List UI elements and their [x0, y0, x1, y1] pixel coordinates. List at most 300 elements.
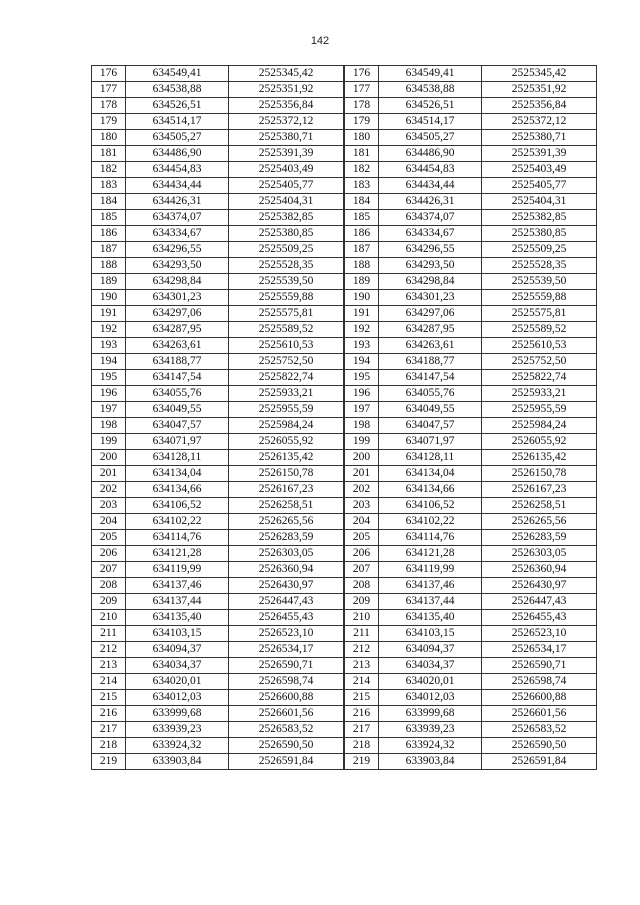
- table-row: [92, 338, 344, 354]
- y-coordinate-cell: 2525575,81: [482, 306, 597, 322]
- y-coordinate-cell: 2525559,88: [229, 290, 344, 306]
- point-number-cell: 216: [92, 706, 126, 722]
- x-coordinate-cell: 634114,76: [126, 530, 229, 546]
- point-number-cell: 182: [92, 162, 126, 178]
- point-number-cell: 188: [92, 258, 126, 274]
- point-number-cell: 189: [345, 274, 379, 290]
- point-number-cell: 202: [345, 482, 379, 498]
- point-number-cell: 186: [92, 226, 126, 242]
- table-row: [92, 722, 344, 738]
- table-row: [345, 658, 597, 674]
- coordinates-table-left-body: [92, 66, 344, 770]
- table-row: [345, 66, 597, 82]
- point-number-cell: 182: [345, 162, 379, 178]
- table-row: [345, 258, 597, 274]
- table-row: [92, 226, 344, 242]
- x-coordinate-cell: 634287,95: [379, 322, 482, 338]
- y-coordinate-cell: 2525955,59: [482, 402, 597, 418]
- point-number-cell: 197: [92, 402, 126, 418]
- x-coordinate-cell: 634188,77: [126, 354, 229, 370]
- point-number-cell: 215: [345, 690, 379, 706]
- point-number-cell: 190: [92, 290, 126, 306]
- table-row: [345, 98, 597, 114]
- y-coordinate-cell: 2526534,17: [482, 642, 597, 658]
- y-coordinate-cell: 2526265,56: [229, 514, 344, 530]
- x-coordinate-cell: 634549,41: [126, 66, 229, 82]
- y-coordinate-cell: 2525382,85: [482, 210, 597, 226]
- x-coordinate-cell: 634128,11: [126, 450, 229, 466]
- y-coordinate-cell: 2526590,50: [482, 738, 597, 754]
- table-row: [92, 434, 344, 450]
- point-number-cell: 189: [92, 274, 126, 290]
- x-coordinate-cell: 634134,04: [379, 466, 482, 482]
- table-row: [345, 82, 597, 98]
- x-coordinate-cell: 634434,44: [126, 178, 229, 194]
- point-number-cell: 215: [92, 690, 126, 706]
- point-number-cell: 214: [345, 674, 379, 690]
- x-coordinate-cell: 634055,76: [379, 386, 482, 402]
- x-coordinate-cell: 634334,67: [126, 226, 229, 242]
- y-coordinate-cell: 2526591,84: [482, 754, 597, 770]
- table-row: [345, 370, 597, 386]
- table-row: [92, 114, 344, 130]
- table-row: [92, 354, 344, 370]
- table-row: [92, 274, 344, 290]
- point-number-cell: 213: [92, 658, 126, 674]
- table-row: [92, 706, 344, 722]
- y-coordinate-cell: 2525380,85: [482, 226, 597, 242]
- x-coordinate-cell: 633939,23: [379, 722, 482, 738]
- x-coordinate-cell: 634121,28: [379, 546, 482, 562]
- y-coordinate-cell: 2525539,50: [482, 274, 597, 290]
- table-row: [345, 610, 597, 626]
- y-coordinate-cell: 2526360,94: [229, 562, 344, 578]
- point-number-cell: 195: [92, 370, 126, 386]
- table-row: [345, 146, 597, 162]
- x-coordinate-cell: 634137,46: [379, 578, 482, 594]
- y-coordinate-cell: 2525509,25: [482, 242, 597, 258]
- point-number-cell: 217: [92, 722, 126, 738]
- y-coordinate-cell: 2525822,74: [482, 370, 597, 386]
- point-number-cell: 206: [345, 546, 379, 562]
- table-row: [92, 450, 344, 466]
- point-number-cell: 178: [92, 98, 126, 114]
- x-coordinate-cell: 634505,27: [126, 130, 229, 146]
- y-coordinate-cell: 2525391,39: [482, 146, 597, 162]
- x-coordinate-cell: 634454,83: [379, 162, 482, 178]
- point-number-cell: 180: [345, 130, 379, 146]
- x-coordinate-cell: 634049,55: [126, 402, 229, 418]
- point-number-cell: 212: [92, 642, 126, 658]
- y-coordinate-cell: 2525752,50: [229, 354, 344, 370]
- x-coordinate-cell: 634034,37: [379, 658, 482, 674]
- y-coordinate-cell: 2526523,10: [482, 626, 597, 642]
- point-number-cell: 217: [345, 722, 379, 738]
- table-row: [345, 162, 597, 178]
- table-row: [92, 658, 344, 674]
- x-coordinate-cell: 634526,51: [126, 98, 229, 114]
- x-coordinate-cell: 634012,03: [126, 690, 229, 706]
- point-number-cell: 210: [345, 610, 379, 626]
- point-number-cell: 183: [92, 178, 126, 194]
- x-coordinate-cell: 634102,22: [379, 514, 482, 530]
- point-number-cell: 198: [92, 418, 126, 434]
- point-number-cell: 203: [345, 498, 379, 514]
- table-row: [345, 514, 597, 530]
- x-coordinate-cell: 633924,32: [126, 738, 229, 754]
- x-coordinate-cell: 633939,23: [126, 722, 229, 738]
- table-row: [92, 514, 344, 530]
- table-row: [92, 562, 344, 578]
- table-row: [345, 450, 597, 466]
- x-coordinate-cell: 634094,37: [126, 642, 229, 658]
- y-coordinate-cell: 2526135,42: [482, 450, 597, 466]
- x-coordinate-cell: 634297,06: [126, 306, 229, 322]
- point-number-cell: 206: [92, 546, 126, 562]
- y-coordinate-cell: 2526601,56: [229, 706, 344, 722]
- x-coordinate-cell: 634293,50: [379, 258, 482, 274]
- point-number-cell: 209: [345, 594, 379, 610]
- x-coordinate-cell: 634301,23: [379, 290, 482, 306]
- y-coordinate-cell: 2526265,56: [482, 514, 597, 530]
- x-coordinate-cell: 634263,61: [126, 338, 229, 354]
- y-coordinate-cell: 2525372,12: [482, 114, 597, 130]
- point-number-cell: 200: [92, 450, 126, 466]
- point-number-cell: 181: [345, 146, 379, 162]
- y-coordinate-cell: 2526583,52: [482, 722, 597, 738]
- point-number-cell: 212: [345, 642, 379, 658]
- table-row: [92, 466, 344, 482]
- table-row: [92, 322, 344, 338]
- table-row: [92, 610, 344, 626]
- x-coordinate-cell: 634374,07: [126, 210, 229, 226]
- x-coordinate-cell: 634137,44: [126, 594, 229, 610]
- x-coordinate-cell: 634134,04: [126, 466, 229, 482]
- y-coordinate-cell: 2526150,78: [229, 466, 344, 482]
- y-coordinate-cell: 2526167,23: [229, 482, 344, 498]
- x-coordinate-cell: 634287,95: [126, 322, 229, 338]
- point-number-cell: 191: [345, 306, 379, 322]
- y-coordinate-cell: 2525822,74: [229, 370, 344, 386]
- point-number-cell: 193: [92, 338, 126, 354]
- x-coordinate-cell: 634135,40: [126, 610, 229, 626]
- y-coordinate-cell: 2526455,43: [482, 610, 597, 626]
- point-number-cell: 190: [345, 290, 379, 306]
- y-coordinate-cell: 2525610,53: [229, 338, 344, 354]
- table-row: [92, 306, 344, 322]
- x-coordinate-cell: 634119,99: [379, 562, 482, 578]
- x-coordinate-cell: 634298,84: [126, 274, 229, 290]
- point-number-cell: 211: [92, 626, 126, 642]
- y-coordinate-cell: 2525372,12: [229, 114, 344, 130]
- y-coordinate-cell: 2525528,35: [229, 258, 344, 274]
- y-coordinate-cell: 2525380,85: [229, 226, 344, 242]
- point-number-cell: 199: [92, 434, 126, 450]
- table-row: [345, 434, 597, 450]
- table-row: [92, 754, 344, 770]
- y-coordinate-cell: 2525984,24: [482, 418, 597, 434]
- x-coordinate-cell: 634301,23: [126, 290, 229, 306]
- point-number-cell: 185: [345, 210, 379, 226]
- table-row: [345, 530, 597, 546]
- y-coordinate-cell: 2525345,42: [482, 66, 597, 82]
- y-coordinate-cell: 2525405,77: [229, 178, 344, 194]
- y-coordinate-cell: 2525933,21: [229, 386, 344, 402]
- point-number-cell: 192: [345, 322, 379, 338]
- table-row: [345, 594, 597, 610]
- x-coordinate-cell: 634297,06: [379, 306, 482, 322]
- table-row: [92, 690, 344, 706]
- x-coordinate-cell: 634020,01: [379, 674, 482, 690]
- x-coordinate-cell: 634426,31: [126, 194, 229, 210]
- table-row: [92, 738, 344, 754]
- y-coordinate-cell: 2526590,71: [229, 658, 344, 674]
- y-coordinate-cell: 2526258,51: [229, 498, 344, 514]
- table-row: [345, 226, 597, 242]
- table-row: [92, 674, 344, 690]
- point-number-cell: 210: [92, 610, 126, 626]
- point-number-cell: 211: [345, 626, 379, 642]
- point-number-cell: 184: [92, 194, 126, 210]
- point-number-cell: 201: [92, 466, 126, 482]
- y-coordinate-cell: 2526430,97: [482, 578, 597, 594]
- x-coordinate-cell: 634526,51: [379, 98, 482, 114]
- table-row: [92, 546, 344, 562]
- x-coordinate-cell: 634538,88: [379, 82, 482, 98]
- table-row: [92, 290, 344, 306]
- y-coordinate-cell: 2525380,71: [482, 130, 597, 146]
- point-number-cell: 194: [345, 354, 379, 370]
- x-coordinate-cell: 634188,77: [379, 354, 482, 370]
- x-coordinate-cell: 634293,50: [126, 258, 229, 274]
- table-row: [92, 386, 344, 402]
- table-row: [345, 210, 597, 226]
- y-coordinate-cell: 2525403,49: [229, 162, 344, 178]
- point-number-cell: 213: [345, 658, 379, 674]
- point-number-cell: 208: [345, 578, 379, 594]
- point-number-cell: 186: [345, 226, 379, 242]
- point-number-cell: 219: [92, 754, 126, 770]
- point-number-cell: 192: [92, 322, 126, 338]
- y-coordinate-cell: 2526430,97: [229, 578, 344, 594]
- table-row: [92, 242, 344, 258]
- y-coordinate-cell: 2526258,51: [482, 498, 597, 514]
- point-number-cell: 176: [92, 66, 126, 82]
- y-coordinate-cell: 2526303,05: [229, 546, 344, 562]
- point-number-cell: 188: [345, 258, 379, 274]
- coordinates-table-right: [344, 65, 597, 770]
- x-coordinate-cell: 634147,54: [379, 370, 482, 386]
- point-number-cell: 179: [92, 114, 126, 130]
- x-coordinate-cell: 634114,76: [379, 530, 482, 546]
- point-number-cell: 204: [92, 514, 126, 530]
- table-row: [345, 242, 597, 258]
- y-coordinate-cell: 2525351,92: [229, 82, 344, 98]
- y-coordinate-cell: 2526523,10: [229, 626, 344, 642]
- table-row: [92, 626, 344, 642]
- table-row: [92, 642, 344, 658]
- y-coordinate-cell: 2526590,71: [482, 658, 597, 674]
- x-coordinate-cell: 633903,84: [379, 754, 482, 770]
- x-coordinate-cell: 634071,97: [379, 434, 482, 450]
- page-number: 142: [310, 35, 330, 47]
- table-row: [345, 386, 597, 402]
- table-row: [345, 754, 597, 770]
- table-row: [345, 562, 597, 578]
- point-number-cell: 179: [345, 114, 379, 130]
- point-number-cell: 214: [92, 674, 126, 690]
- point-number-cell: 180: [92, 130, 126, 146]
- x-coordinate-cell: 634094,37: [379, 642, 482, 658]
- y-coordinate-cell: 2526455,43: [229, 610, 344, 626]
- table-row: [92, 402, 344, 418]
- table-row: [92, 258, 344, 274]
- table-row: [345, 706, 597, 722]
- x-coordinate-cell: 634334,67: [379, 226, 482, 242]
- x-coordinate-cell: 634102,22: [126, 514, 229, 530]
- point-number-cell: 199: [345, 434, 379, 450]
- point-number-cell: 185: [92, 210, 126, 226]
- y-coordinate-cell: 2526583,52: [229, 722, 344, 738]
- y-coordinate-cell: 2525539,50: [229, 274, 344, 290]
- table-row: [92, 530, 344, 546]
- point-number-cell: 200: [345, 450, 379, 466]
- x-coordinate-cell: 634134,66: [126, 482, 229, 498]
- y-coordinate-cell: 2526600,88: [229, 690, 344, 706]
- y-coordinate-cell: 2526283,59: [229, 530, 344, 546]
- x-coordinate-cell: 634135,40: [379, 610, 482, 626]
- table-row: [92, 418, 344, 434]
- point-number-cell: 176: [345, 66, 379, 82]
- coordinates-table-left: [91, 65, 344, 770]
- point-number-cell: 218: [345, 738, 379, 754]
- table-row: [345, 674, 597, 690]
- y-coordinate-cell: 2525380,71: [229, 130, 344, 146]
- table-row: [345, 178, 597, 194]
- y-coordinate-cell: 2525589,52: [229, 322, 344, 338]
- y-coordinate-cell: 2525528,35: [482, 258, 597, 274]
- point-number-cell: 208: [92, 578, 126, 594]
- x-coordinate-cell: 634020,01: [126, 674, 229, 690]
- table-row: [92, 210, 344, 226]
- x-coordinate-cell: 634454,83: [126, 162, 229, 178]
- x-coordinate-cell: 634486,90: [126, 146, 229, 162]
- y-coordinate-cell: 2525589,52: [482, 322, 597, 338]
- point-number-cell: 205: [345, 530, 379, 546]
- x-coordinate-cell: 634374,07: [379, 210, 482, 226]
- point-number-cell: 209: [92, 594, 126, 610]
- point-number-cell: 218: [92, 738, 126, 754]
- table-row: [345, 114, 597, 130]
- y-coordinate-cell: 2525610,53: [482, 338, 597, 354]
- table-row: [92, 66, 344, 82]
- y-coordinate-cell: 2526591,84: [229, 754, 344, 770]
- y-coordinate-cell: 2525351,92: [482, 82, 597, 98]
- table-row: [345, 306, 597, 322]
- y-coordinate-cell: 2526600,88: [482, 690, 597, 706]
- point-number-cell: 204: [345, 514, 379, 530]
- point-number-cell: 202: [92, 482, 126, 498]
- x-coordinate-cell: 634538,88: [126, 82, 229, 98]
- x-coordinate-cell: 634047,57: [379, 418, 482, 434]
- table-row: [92, 370, 344, 386]
- point-number-cell: 196: [92, 386, 126, 402]
- x-coordinate-cell: 634147,54: [126, 370, 229, 386]
- y-coordinate-cell: 2525356,84: [229, 98, 344, 114]
- point-number-cell: 201: [345, 466, 379, 482]
- table-row: [92, 594, 344, 610]
- x-coordinate-cell: 634049,55: [379, 402, 482, 418]
- x-coordinate-cell: 634426,31: [379, 194, 482, 210]
- point-number-cell: 187: [345, 242, 379, 258]
- x-coordinate-cell: 633924,32: [379, 738, 482, 754]
- x-coordinate-cell: 634106,52: [126, 498, 229, 514]
- point-number-cell: 216: [345, 706, 379, 722]
- point-number-cell: 207: [92, 562, 126, 578]
- table-row: [92, 178, 344, 194]
- table-row: [345, 322, 597, 338]
- x-coordinate-cell: 634134,66: [379, 482, 482, 498]
- point-number-cell: 177: [345, 82, 379, 98]
- table-row: [92, 130, 344, 146]
- x-coordinate-cell: 634549,41: [379, 66, 482, 82]
- x-coordinate-cell: 634514,17: [379, 114, 482, 130]
- table-row: [92, 82, 344, 98]
- y-coordinate-cell: 2526150,78: [482, 466, 597, 482]
- y-coordinate-cell: 2526601,56: [482, 706, 597, 722]
- point-number-cell: 191: [92, 306, 126, 322]
- table-row: [92, 162, 344, 178]
- x-coordinate-cell: 634137,44: [379, 594, 482, 610]
- table-row: [345, 498, 597, 514]
- y-coordinate-cell: 2526598,74: [482, 674, 597, 690]
- y-coordinate-cell: 2526590,50: [229, 738, 344, 754]
- x-coordinate-cell: 634486,90: [379, 146, 482, 162]
- table-row: [345, 338, 597, 354]
- y-coordinate-cell: 2525391,39: [229, 146, 344, 162]
- table-row: [345, 482, 597, 498]
- x-coordinate-cell: 634505,27: [379, 130, 482, 146]
- y-coordinate-cell: 2526303,05: [482, 546, 597, 562]
- table-row: [345, 738, 597, 754]
- table-row: [92, 482, 344, 498]
- y-coordinate-cell: 2525984,24: [229, 418, 344, 434]
- y-coordinate-cell: 2526447,43: [229, 594, 344, 610]
- y-coordinate-cell: 2526135,42: [229, 450, 344, 466]
- x-coordinate-cell: 634034,37: [126, 658, 229, 674]
- point-number-cell: 184: [345, 194, 379, 210]
- x-coordinate-cell: 634514,17: [126, 114, 229, 130]
- table-row: [345, 578, 597, 594]
- y-coordinate-cell: 2526360,94: [482, 562, 597, 578]
- y-coordinate-cell: 2525405,77: [482, 178, 597, 194]
- x-coordinate-cell: 634263,61: [379, 338, 482, 354]
- x-coordinate-cell: 634121,28: [126, 546, 229, 562]
- point-number-cell: 203: [92, 498, 126, 514]
- y-coordinate-cell: 2526283,59: [482, 530, 597, 546]
- x-coordinate-cell: 633999,68: [126, 706, 229, 722]
- y-coordinate-cell: 2525955,59: [229, 402, 344, 418]
- y-coordinate-cell: 2525509,25: [229, 242, 344, 258]
- y-coordinate-cell: 2525356,84: [482, 98, 597, 114]
- point-number-cell: 198: [345, 418, 379, 434]
- y-coordinate-cell: 2526534,17: [229, 642, 344, 658]
- x-coordinate-cell: 634071,97: [126, 434, 229, 450]
- point-number-cell: 195: [345, 370, 379, 386]
- table-row: [345, 690, 597, 706]
- point-number-cell: 193: [345, 338, 379, 354]
- x-coordinate-cell: 634128,11: [379, 450, 482, 466]
